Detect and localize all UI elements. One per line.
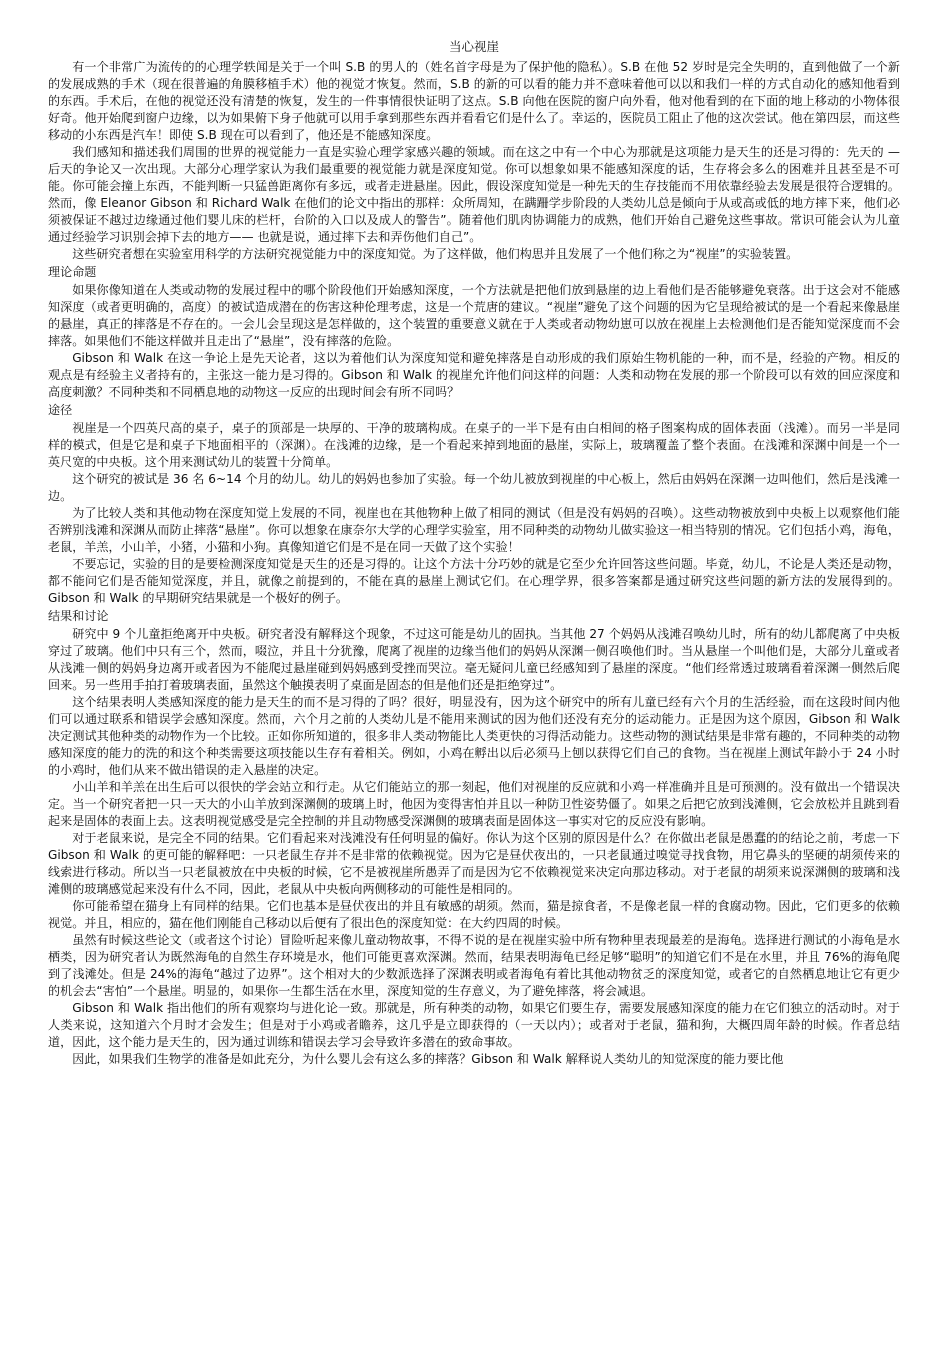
- paragraph: Gibson 和 Walk 指出他们的所有观察均与进化论一致。那就是，所有种类的动物，如果它们要生存，需要发展感知深度的能力在它们独立的活动时。对于人类来说，这知道六个月时才会发生；但是对于小鸡或者瞻养，这几乎是立即获得的（一天以内）；或者对于老鼠，猫和狗，大概四周年龄的时候。作者总结道，因此，这个能力是天生的，因为通过训练和错误去学习会导致许多潜在的致命事故。: [48, 1001, 900, 1049]
- paragraph: 研究中 9 个儿童拒绝离开中央板。研究者没有解释这个现象，不过这可能是幼儿的固执。当其他 27 个妈妈从浅滩召唤幼儿时，所有的幼儿都爬离了中央板穿过了玻璃。他们中只有三个，然而，啜泣，并且十分犹豫，爬离了视崖的边缘当他们的妈妈从深渊一侧召唤他们时。当从悬崖一个叫他们是，大部分儿童或者从浅滩一侧的妈妈身边离开或者因为不能爬过悬崖碰到妈妈感到受挫而哭泣。毫无疑问儿童已经感知到了悬崖的深度。“他们经常透过玻璃看着深渊一侧然后爬回来。另一些用手拍打着玻璃表面，虽然这个触摸表明了桌面是固态的但是他们还是拒绝穿过”。: [48, 627, 900, 692]
- section-results: [48, 608, 900, 1068]
- section-method: [48, 402, 900, 607]
- section-heading: 结果和讨论: [48, 609, 109, 623]
- paragraph: Gibson 和 Walk 在这一争论上是先天论者，这以为着他们认为深度知觉和避免摔落是自动形成的我们原始生物机能的一种，而不是，经验的产物。相反的观点是有经验主义者持有的，主张这一能力是习得的。Gibson 和 Walk 的视崖允许他们问这样的问题：人类和动物在发展的那一个阶段可以有效的回应深度和高度刺激？不同种类和不同栖息地的动物这一反应的出现时间会有所不同吗？: [48, 351, 900, 399]
- paragraph: 有一个非常广为流传的的心理学轶闻是关于一个叫 S.B 的男人的（姓名首字母是为了保护他的隐私）。S.B 在他 52 岁时是完全失明的，直到他做了一个新的发展成熟的手术（现在很普遍的角膜移植手术）他的视觉才恢复。然而，S.B 的新的可以看的能力并不意味着他可以以和我们一样的方式自动化的感知他看到的东西。手术后，在他的视觉还没有清楚的恢复，发生的一件事情很快证明了这点。S.B 向他在医院的窗户向外看，他对他看到的在下面的地上移动的小物体很好奇。他开始爬到窗户边缘，以为如果俯下身子他就可以用手拿到那些东西并看看它们是什么了。幸运的，医院员工阻止了他的这次尝试。他在第四层，而这些移动的小东西是汽车！即使 S.B 现在可以看到了，他还是不能感知深度。: [48, 60, 900, 142]
- paragraph: 不要忘记，实验的目的是要检测深度知觉是天生的还是习得的。让这个方法十分巧妙的就是它至少允许回答这些问题。毕竟，幼儿，不论是人类还是动物，都不能问它们是否能知觉深度，并且，就像之前提到的，不能在真的悬崖上测试它们。在心理学界，很多答案都是通过研究这些问题的新方法的发展得到的。Gibson 和 Walk 的早期研究结果就是一个极好的例子。: [48, 557, 900, 605]
- paragraph: 这个研究的被试是 36 名 6~14 个月的幼儿。幼儿的妈妈也参加了实验。每一个幼儿被放到视崖的中心板上，然后由妈妈在深渊一边叫他们，然后是浅滩一边。: [48, 472, 900, 503]
- document-title: 当心视崖: [448, 39, 499, 54]
- paragraph: 因此，如果我们生物学的准备是如此充分，为什么婴儿会有这么多的摔落？Gibson 和 Walk 解释说人类幼儿的知觉深度的能力要比他: [72, 1052, 784, 1066]
- paragraph: 你可能希望在猫身上有同样的结果。它们也基本是昼伏夜出的并且有敏感的胡须。然而，猫是掠食者，不是像老鼠一样的食腐动物。因此，它们更多的依赖视觉。并且，相应的，猫在他们刚能自己移动以后便有了很出色的深度知觉：在大约四周的时候。: [48, 899, 900, 930]
- section-intro: [48, 59, 900, 263]
- paragraph: 对于老鼠来说，是完全不同的结果。它们看起来对浅滩没有任何明显的偏好。你认为这个区别的原因是什么？在你做出老鼠是愚蠢的的结论之前，考虑一下 Gibson 和 Walk 的更可能的解释吧：一只老鼠生存并不是非常的依赖视觉。因为它是昼伏夜出的，一只老鼠通过嗅觉寻找食物，用它鼻头的坚硬的胡须传来的线索进行移动。所以当一只老鼠被放在中央板的时候，它不是被视崖所愚弄了而是因为它不依赖视觉来决定向那边移动。对于老鼠的胡须来说深渊侧的玻璃和浅滩侧的玻璃感觉起来没有什么不同，因此，老鼠从中央板向两侧移动的可能性是相同的。: [48, 831, 900, 896]
- section-theory: [48, 264, 900, 401]
- paragraph: 视崖是一个四英尺高的桌子，桌子的顶部是一块厚的、干净的玻璃构成。在桌子的一半下是有由白相间的格子图案构成的固体表面（浅滩）。而另一半是同样的模式，但是它是和桌子下地面相平的（深渊）。在浅滩的边缘，是一个看起来掉到地面的悬崖，实际上，玻璃覆盖了整个表面。在浅滩和深渊中间是一个一英尺宽的中央板。这个用来测试幼儿的装置十分简单。: [48, 421, 900, 469]
- paragraph: 如果你像知道在人类或动物的发展过程中的哪个阶段他们开始感知深度，一个方法就是把他们放到悬崖的边上看他们是否能够避免衰落。出于这会对不能感知深度（或者更明确的，高度）的被试造成潜在的伤害这种伦理考虑，这是一个荒唐的建议。“视崖”避免了这个问题的因为它呈现给被试的是一个看起来像悬崖的悬崖，真正的摔落是不存在的。一会儿会呈现这是怎样做的，这个装置的重要意义就在于人类或者动物幼崽可以放在视崖上去检测他们是否能知觉深度而不会摔落。如果他们不能这样做并且走出了“悬崖”，没有摔落的危险。: [48, 283, 900, 348]
- paragraph: 虽然有时候这些论文（或者这个讨论）冒险听起来像儿童动物故事，不得不说的是在视崖实验中所有物种里表现最差的是海龟。选择进行测试的小海龟是水栖类，因为研究者认为既然海龟的自然生存环境是水，他们可能更喜欢深渊。然而，结果表明海龟已经足够“聪明”的知道它们不是在水里，并且 76%的海龟爬到了浅滩处。但是 24%的海龟“越过了边界”。这个相对大的少数派选择了深渊表明或者海龟有着比其他动物贫乏的深度知觉，或者它的自然栖息地让它有更少的机会去“害怕”一个悬崖。明显的，如果你一生都生活在水里，深度知觉的生存意义，为了避免摔落，将会减退。: [48, 933, 900, 998]
- section-heading: 理论命题: [48, 265, 97, 279]
- paragraph: 小山羊和羊羔在出生后可以很快的学会站立和行走。从它们能站立的那一刻起，他们对视崖的反应就和小鸡一样准确并且是可预测的。没有做出一个错误决定。当一个研究者把一只一天大的小山羊放到深渊侧的玻璃上时，他因为变得害怕并且以一种防卫性姿势僵了。如果之后把它放到浅滩侧，它会放松并且跳到看起来是固体的表面上去。这表明视觉感受是完全控制的并且动物感受深渊侧的玻璃表面是固体这一事实对它的反应没有影响。: [48, 780, 900, 828]
- paragraph: 这个结果表明人类感知深度的能力是天生的而不是习得的了吗？很好，明显没有，因为这个研究中的所有儿童已经有六个月的生活经验，而在这段时间内他们可以通过联系和错误学会感知深度。然而，六个月之前的人类幼儿是不能用来测试的因为他们还没有充分的运动能力。正是因为这个原因，Gibson 和 Walk 决定测试其他种类的动物作为一个比较。正如你所知道的，很多非人类动物能比人类更快的习得活动能力。这些动物的测试结果是非常有趣的，不同种类的动物感知深度的能力的洗的和这个种类需要这项技能以生存有着相关。例如，小鸡在孵出以后必须马上刨以获得它们自己的食物。当在视崖上测试年龄小于 24 小时的小鸡时，他们从来不做出错误的走入悬崖的决定。: [48, 695, 900, 777]
- paragraph: 为了比较人类和其他动物在深度知觉上发展的不同，视崖也在其他物种上做了相同的测试（但是没有妈妈的召唤）。这些动物被放到中央板上以观察他们能否辨别浅滩和深渊从而防止摔落“悬崖”。你可以想象在康奈尔大学的心理学实验室，用不同种类的动物幼儿做实验这一相当特别的情况。它们包括小鸡，海龟，老鼠，羊羔，小山羊，小猪，小猫和小狗。真像知道它们是不是在同一天做了这个实验！: [48, 506, 900, 554]
- paragraph: 我们感知和描述我们周围的世界的视觉能力一直是实验心理学家感兴趣的领域。而在这之中有一个中心为那就是这项能力是天生的还是习得的：先天的 — 后天的争论又一次出现。大部分心理学家认为我们最重要的视觉能力就是深度知觉。你可以想象如果不能感知深度的话，生存将会多么的困难并且甚至是不可能。你可能会撞上东西，不能判断一只猛兽距离你有多远，或者走进悬崖。因此，假设深度知觉是一种先天的生存技能而不用依靠经验去发展是很符合逻辑的。然而，像 Eleanor Gibson 和 Richard Walk 在他们的论文中指出的那样：众所周知，在蹒跚学步阶段的人类幼儿总是倾向于从或高或低的地方摔下来，他们必须被保证不越过边缘通过他们婴儿床的栏杆，台阶的入口以及成人的警告”。随着他们肌肉协调能力的成熟，他们开始自己避免这些事故。常识可能会认为儿童通过经验学习识别会掉下去的地方—— 也就是说，通过摔下去和弄伤他们自己”。: [48, 145, 900, 244]
- paragraph: 这些研究者想在实验室用科学的方法研究视觉能力中的深度知觉。为了这样做，他们构思并且发展了一个他们称之为“视崖”的实验装置。: [72, 247, 799, 261]
- section-heading: 途径: [48, 403, 73, 417]
